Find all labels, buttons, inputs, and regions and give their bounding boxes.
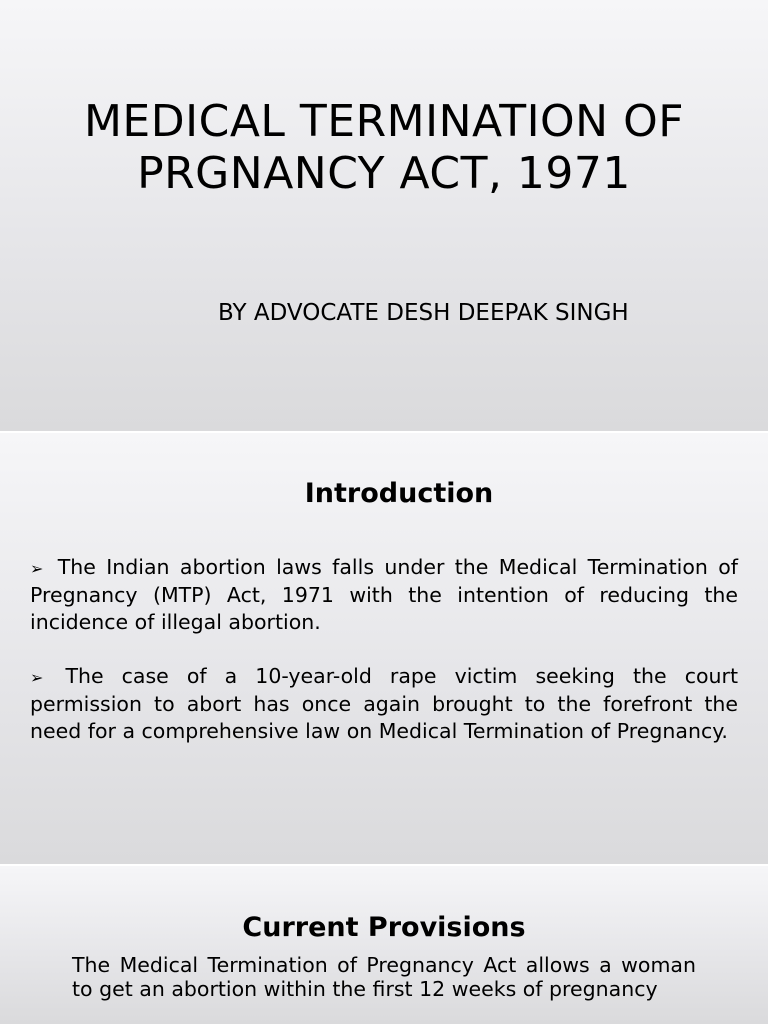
arrow-bullet-icon: ➢ bbox=[30, 668, 44, 687]
arrow-bullet-icon: ➢ bbox=[30, 559, 44, 578]
slide-1-subtitle: BY ADVOCATE DESH DEEPAK SINGH bbox=[218, 300, 629, 326]
slide-1-title bbox=[0, 96, 768, 200]
slide-2-paragraph-2-text: The case of a 10-year-old rape victim seeking the court permission to abort has once again brought to the forefront the need for a comprehensive law on Medical Termination of Pregnancy. bbox=[30, 664, 738, 743]
slide-2-paragraph-1 bbox=[30, 554, 738, 636]
slide-2-paragraph-2 bbox=[30, 663, 738, 745]
slide-1-title-line-2: PRGNANCY ACT, 1971 bbox=[137, 148, 631, 199]
slide-2 bbox=[0, 433, 768, 864]
slide-3-body: The Medical Termination of Pregnancy Act allows a woman to get an abortion within the first 12 weeks of pregnancy bbox=[72, 953, 696, 1001]
slide-2-heading: Introduction bbox=[304, 478, 494, 509]
slide-3 bbox=[0, 866, 768, 1024]
slide-2-paragraph-1-text: The Indian abortion laws falls under the Medical Termination of Pregnancy (MTP) Act, 1971 with the intention of reducing the incidence of illegal abortion. bbox=[30, 555, 738, 634]
slide-1 bbox=[0, 0, 768, 431]
slide-2-body bbox=[30, 554, 738, 772]
slide-1-title-line-1: MEDICAL TERMINATION OF bbox=[83, 96, 685, 147]
slide-3-heading: Current Provisions bbox=[242, 912, 526, 943]
